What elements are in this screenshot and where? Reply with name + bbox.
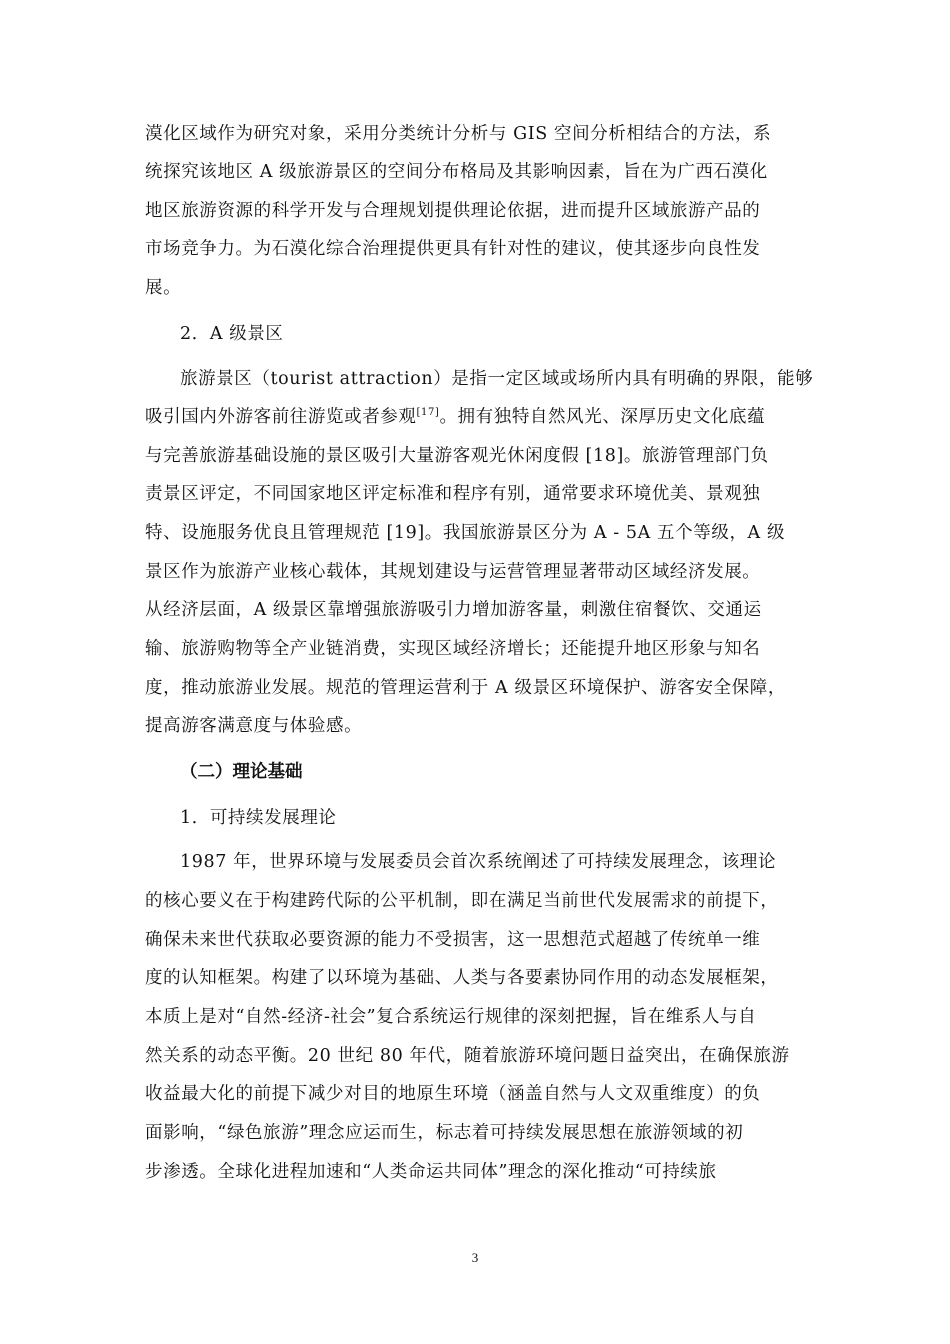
body-text-line: 确保未来世代获取必要资源的能力不受损害，这一思想范式超越了传统单一维 [145,930,761,950]
body-text-line: 展。 [145,278,182,298]
subheading-a-level-scenic: 2．A 级景区 [180,324,284,344]
body-text-line: 收益最大化的前提下减少对目的地原生环境（涵盖自然与人文双重维度）的负 [145,1084,761,1104]
body-text-line: 输、旅游购物等全产业链消费，实现区域经济增长；还能提升地区形象与知名 [145,639,761,659]
page-number: 3 [471,1250,479,1265]
citation-superscript: [17] [416,407,440,419]
body-text-line: 步渗透。全球化进程加速和“人类命运共同体”理念的深化推动“可持续旅 [145,1162,717,1182]
body-text-line: 漠化区域作为研究对象，采用分类统计分析与 GIS 空间分析相结合的方法，系 [145,124,772,144]
text-segment: 。拥有独特自然风光、深厚历史文化底蕴 [439,407,766,427]
body-text-line: 的核心要义在于构建跨代际的公平机制，即在满足当前世代发展需求的前提下， [145,891,779,911]
body-text-line: 责景区评定，不同国家地区评定标准和程序有别，通常要求环境优美、景观独 [145,484,761,504]
body-text-line: 面影响，“绿色旅游”理念应运而生，标志着可持续发展思想在旅游领域的初 [145,1123,744,1143]
body-text-line: 与完善旅游基础设施的景区吸引大量游客观光休闲度假 [18]。旅游管理部门负 [145,446,769,466]
subheading-sustainable-development: 1．可持续发展理论 [180,808,337,828]
body-text-line: 本质上是对“自然-经济-社会”复合系统运行规律的深刻把握，旨在维系人与自 [145,1007,757,1027]
body-text-line-with-citation [145,405,765,429]
body-text-line: 度的认知框架。构建了以环境为基础、人类与各要素协同作用的动态发展框架， [145,968,779,988]
body-text-line: 从经济层面，A 级景区靠增强旅游吸引力增加游客量，刺激住宿餐饮、交通运 [145,600,762,620]
body-text-line: 市场竞争力。为石漠化综合治理提供更具有针对性的建议，使其逐步向良性发 [145,239,761,259]
body-text-line: 特、设施服务优良且管理规范 [19]。我国旅游景区分为 A - 5A 五个等级，A 级 [145,523,786,543]
body-text-line: 然关系的动态平衡。20 世纪 80 年代，随着旅游环境问题日益突出，在确保旅游 [145,1046,790,1066]
body-text-line: 地区旅游资源的科学开发与合理规划提供理论依据，进而提升区域旅游产品的 [145,201,761,221]
body-text-line: 提高游客满意度与体验感。 [145,716,363,736]
body-text-line: 统探究该地区 A 级旅游景区的空间分布格局及其影响因素，旨在为广西石漠化 [145,162,768,182]
section-heading-theory: （二）理论基础 [180,762,303,782]
body-text-line: 1987 年，世界环境与发展委员会首次系统阐述了可持续发展理念，该理论 [180,852,777,872]
text-segment: 吸引国内外游客前往游览或者参观 [145,407,417,427]
body-text-line: 旅游景区（tourist attraction）是指一定区域或场所内具有明确的界限，能够 [180,369,814,389]
body-text-line: 景区作为旅游产业核心载体，其规划建设与运营管理显著带动区域经济发展。 [145,562,761,582]
body-text-line: 度，推动旅游业发展。规范的管理运营利于 A 级景区环境保护、游客安全保障， [145,678,786,698]
